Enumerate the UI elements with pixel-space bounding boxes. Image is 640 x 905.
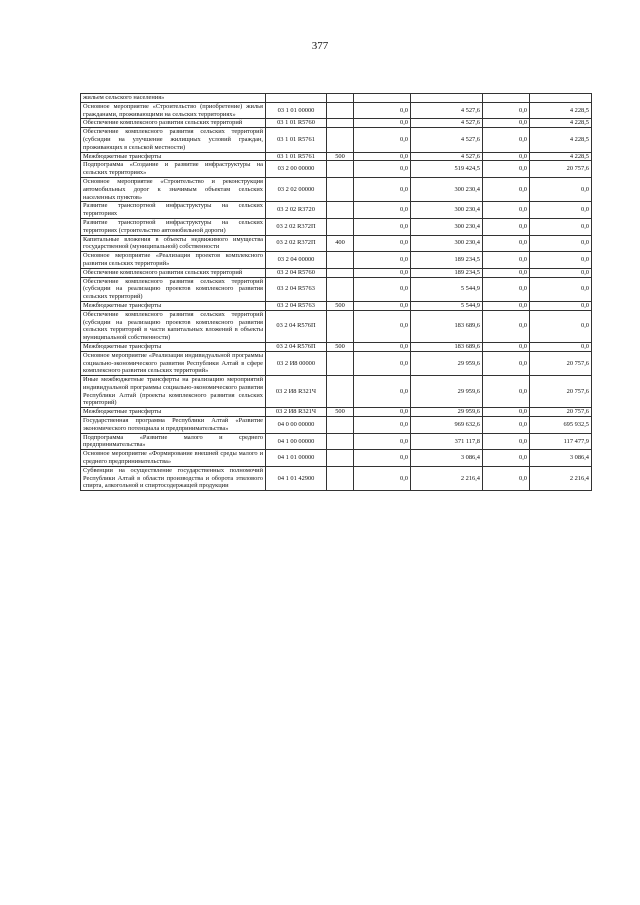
page-number: 377 xyxy=(311,40,329,52)
table-row xyxy=(81,94,592,103)
row-code: 03 1 01 R5761 xyxy=(266,128,327,152)
row-value-1: 0,0 xyxy=(354,252,411,269)
table-row xyxy=(81,161,592,178)
row-expense-type xyxy=(327,177,354,201)
table-row xyxy=(81,310,592,342)
row-value-2: 29 959,6 xyxy=(411,351,483,375)
row-value-4: 695 932,5 xyxy=(530,417,592,434)
row-value-4: 4 228,5 xyxy=(530,152,592,161)
table-row xyxy=(81,152,592,161)
row-value-4: 3 086,4 xyxy=(530,450,592,467)
row-value-4: 4 228,5 xyxy=(530,128,592,152)
row-name: Субвенции на осуществление государственных полномочий Республики Алтай в области производства и оборота этилового спирта, алкогольной и спиртосодержащей продукции xyxy=(81,466,266,490)
row-value-3: 0,0 xyxy=(483,351,530,375)
row-expense-type: 500 xyxy=(327,301,354,310)
row-code: 03 2 04 R5760 xyxy=(266,268,327,277)
budget-table xyxy=(80,93,592,491)
row-name: Иные межбюджетные трансферты на реализацию мероприятий индивидуальной программы социально-экономического развития Республики Алтай (проекты комплексного развития сельских территорий) xyxy=(81,376,266,408)
table-row xyxy=(81,301,592,310)
row-name: Обеспечение комплексного развития сельских территорий xyxy=(81,119,266,128)
row-value-2: 300 230,4 xyxy=(411,218,483,235)
row-value-1: 0,0 xyxy=(354,268,411,277)
row-name: Подпрограмма «Развитие малого и среднего предпринимательства» xyxy=(81,433,266,450)
row-code: 03 2 04 R576П xyxy=(266,310,327,342)
row-value-2: 300 230,4 xyxy=(411,177,483,201)
row-value-4 xyxy=(530,94,592,103)
row-expense-type xyxy=(327,277,354,301)
row-value-2: 300 230,4 xyxy=(411,202,483,219)
table-row xyxy=(81,450,592,467)
row-expense-type xyxy=(327,450,354,467)
row-name: Межбюджетные трансферты xyxy=(81,301,266,310)
row-value-4: 0,0 xyxy=(530,235,592,252)
row-value-3: 0,0 xyxy=(483,218,530,235)
row-code: 04 1 00 00000 xyxy=(266,433,327,450)
row-value-1: 0,0 xyxy=(354,119,411,128)
row-value-2: 969 632,6 xyxy=(411,417,483,434)
row-value-4: 20 757,6 xyxy=(530,376,592,408)
row-name: Основное мероприятие «Реализация проектов комплексного развития сельских территорий» xyxy=(81,252,266,269)
row-value-2: 183 689,6 xyxy=(411,342,483,351)
row-name: Государственная программа Республики Алтай «Развитие экономического потенциала и предпринимательства» xyxy=(81,417,266,434)
row-value-2: 4 527,6 xyxy=(411,119,483,128)
row-value-4: 0,0 xyxy=(530,252,592,269)
row-expense-type xyxy=(327,218,354,235)
row-value-3: 0,0 xyxy=(483,277,530,301)
row-code xyxy=(266,94,327,103)
row-expense-type xyxy=(327,94,354,103)
row-name: Основное мероприятие «Реализация индивидуальной программы социально-экономического развития Республики Алтай в сфере комплексного развития сельских территорий» xyxy=(81,351,266,375)
row-name: Межбюджетные трансферты xyxy=(81,408,266,417)
row-name: Основное мероприятие «Строительство (приобретение) жилья гражданами, проживающими на сельских территориях» xyxy=(81,102,266,119)
table-row xyxy=(81,466,592,490)
table-row xyxy=(81,218,592,235)
row-expense-type xyxy=(327,376,354,408)
row-value-3: 0,0 xyxy=(483,235,530,252)
row-value-2: 2 216,4 xyxy=(411,466,483,490)
row-value-1: 0,0 xyxy=(354,376,411,408)
row-value-3: 0,0 xyxy=(483,376,530,408)
row-value-3: 0,0 xyxy=(483,417,530,434)
table-row xyxy=(81,376,592,408)
row-name: Подпрограмма «Создание и развитие инфраструктуры на сельских территориях» xyxy=(81,161,266,178)
row-value-3: 0,0 xyxy=(483,268,530,277)
row-value-1: 0,0 xyxy=(354,301,411,310)
row-value-3: 0,0 xyxy=(483,466,530,490)
table-row xyxy=(81,268,592,277)
table-row xyxy=(81,417,592,434)
row-value-3: 0,0 xyxy=(483,252,530,269)
row-code: 03 2 И8 00000 xyxy=(266,351,327,375)
row-value-1: 0,0 xyxy=(354,102,411,119)
row-name: Развитие транспортной инфраструктуры на сельских территориях xyxy=(81,202,266,219)
row-value-1: 0,0 xyxy=(354,128,411,152)
row-value-1: 0,0 xyxy=(354,450,411,467)
row-name: Обеспечение комплексного развития сельских территорий (субсидии на реализацию проектов комплексного развития сельских территорий в части капитальных вложений в объекты муниципальной собственности) xyxy=(81,310,266,342)
row-value-4: 0,0 xyxy=(530,202,592,219)
row-value-1 xyxy=(354,94,411,103)
row-value-4: 4 228,5 xyxy=(530,102,592,119)
row-code: 03 2 04 R576П xyxy=(266,342,327,351)
row-name: Основное мероприятие «Формирование внешней среды малого и среднего предпринимательства» xyxy=(81,450,266,467)
row-value-4: 4 228,5 xyxy=(530,119,592,128)
row-value-3: 0,0 xyxy=(483,408,530,417)
row-value-1: 0,0 xyxy=(354,218,411,235)
row-code: 03 2 04 R5763 xyxy=(266,301,327,310)
row-expense-type xyxy=(327,268,354,277)
row-value-1: 0,0 xyxy=(354,152,411,161)
row-value-2: 4 527,6 xyxy=(411,128,483,152)
row-expense-type xyxy=(327,351,354,375)
table-row xyxy=(81,128,592,152)
row-expense-type xyxy=(327,433,354,450)
row-expense-type xyxy=(327,466,354,490)
row-value-4: 2 216,4 xyxy=(530,466,592,490)
row-value-2: 183 689,6 xyxy=(411,310,483,342)
row-value-1: 0,0 xyxy=(354,202,411,219)
row-value-3: 0,0 xyxy=(483,177,530,201)
row-value-2: 519 424,5 xyxy=(411,161,483,178)
row-expense-type xyxy=(327,161,354,178)
row-name: Межбюджетные трансферты xyxy=(81,152,266,161)
row-name: жильем сельского населения» xyxy=(81,94,266,103)
row-code: 03 2 04 R5763 xyxy=(266,277,327,301)
row-value-3: 0,0 xyxy=(483,342,530,351)
table-row xyxy=(81,408,592,417)
row-expense-type xyxy=(327,102,354,119)
row-value-2: 5 544,9 xyxy=(411,301,483,310)
row-expense-type xyxy=(327,202,354,219)
table-row xyxy=(81,252,592,269)
table-row xyxy=(81,342,592,351)
row-code: 04 1 01 00000 xyxy=(266,450,327,467)
row-value-3: 0,0 xyxy=(483,102,530,119)
row-code: 03 2 04 00000 xyxy=(266,252,327,269)
row-value-3 xyxy=(483,94,530,103)
row-value-3: 0,0 xyxy=(483,450,530,467)
row-value-4: 0,0 xyxy=(530,218,592,235)
row-code: 03 2 02 R372П xyxy=(266,218,327,235)
row-value-4: 20 757,6 xyxy=(530,351,592,375)
row-value-4: 0,0 xyxy=(530,310,592,342)
table-row xyxy=(81,235,592,252)
row-name: Обеспечение комплексного развития сельских территорий (субсидии на реализацию проектов комплексного развития сельских территорий) xyxy=(81,277,266,301)
row-value-1: 0,0 xyxy=(354,466,411,490)
row-code: 04 1 01 42900 xyxy=(266,466,327,490)
row-value-2: 3 086,4 xyxy=(411,450,483,467)
row-value-2: 4 527,6 xyxy=(411,102,483,119)
row-code: 03 2 02 R372П xyxy=(266,235,327,252)
row-value-3: 0,0 xyxy=(483,119,530,128)
row-value-2: 4 527,6 xyxy=(411,152,483,161)
row-name: Основное мероприятие «Строительство и реконструкция автомобильных дорог к значимым объектам сельских населенных пунктов» xyxy=(81,177,266,201)
row-value-1: 0,0 xyxy=(354,433,411,450)
row-value-4: 20 757,6 xyxy=(530,161,592,178)
row-value-4: 0,0 xyxy=(530,268,592,277)
table-row xyxy=(81,119,592,128)
row-expense-type: 500 xyxy=(327,342,354,351)
row-code: 04 0 00 00000 xyxy=(266,417,327,434)
row-name: Обеспечение комплексного развития сельских территорий (субсидии на улучшение жилищных условий граждан, проживающих в сельской местности) xyxy=(81,128,266,152)
row-value-2: 189 234,5 xyxy=(411,268,483,277)
row-name: Обеспечение комплексного развития сельских территорий xyxy=(81,268,266,277)
row-value-1: 0,0 xyxy=(354,342,411,351)
row-value-2: 29 959,6 xyxy=(411,408,483,417)
row-expense-type xyxy=(327,119,354,128)
row-expense-type xyxy=(327,252,354,269)
table-row xyxy=(81,102,592,119)
row-code: 03 2 00 00000 xyxy=(266,161,327,178)
row-value-2: 5 544,9 xyxy=(411,277,483,301)
row-value-2: 300 230,4 xyxy=(411,235,483,252)
table-row xyxy=(81,433,592,450)
row-code: 03 2 02 R3720 xyxy=(266,202,327,219)
row-expense-type xyxy=(327,128,354,152)
row-code: 03 1 01 R5761 xyxy=(266,152,327,161)
row-code: 03 2 02 00000 xyxy=(266,177,327,201)
row-code: 03 2 И8 R321Ч xyxy=(266,376,327,408)
row-code: 03 1 01 R5760 xyxy=(266,119,327,128)
row-value-4: 117 477,9 xyxy=(530,433,592,450)
row-value-1: 0,0 xyxy=(354,277,411,301)
row-value-1: 0,0 xyxy=(354,161,411,178)
row-value-2: 189 234,5 xyxy=(411,252,483,269)
row-expense-type: 500 xyxy=(327,408,354,417)
row-name: Развитие транспортной инфраструктуры на сельских территориях (строительство автомобильной дороги) xyxy=(81,218,266,235)
row-value-2 xyxy=(411,94,483,103)
row-value-2: 371 117,8 xyxy=(411,433,483,450)
row-code: 03 2 И8 R321Ч xyxy=(266,408,327,417)
row-value-3: 0,0 xyxy=(483,152,530,161)
row-value-3: 0,0 xyxy=(483,433,530,450)
row-value-3: 0,0 xyxy=(483,161,530,178)
row-value-3: 0,0 xyxy=(483,128,530,152)
table-row xyxy=(81,177,592,201)
row-value-1: 0,0 xyxy=(354,235,411,252)
row-value-4: 0,0 xyxy=(530,277,592,301)
row-value-2: 29 959,6 xyxy=(411,376,483,408)
row-name: Межбюджетные трансферты xyxy=(81,342,266,351)
row-value-1: 0,0 xyxy=(354,351,411,375)
row-value-3: 0,0 xyxy=(483,202,530,219)
row-value-1: 0,0 xyxy=(354,177,411,201)
row-value-4: 20 757,6 xyxy=(530,408,592,417)
row-value-3: 0,0 xyxy=(483,310,530,342)
row-value-3: 0,0 xyxy=(483,301,530,310)
row-expense-type: 400 xyxy=(327,235,354,252)
row-value-4: 0,0 xyxy=(530,342,592,351)
row-value-1: 0,0 xyxy=(354,408,411,417)
row-name: Капитальные вложения в объекты недвижимого имущества государственной (муниципальной) собственности xyxy=(81,235,266,252)
row-expense-type xyxy=(327,310,354,342)
row-expense-type: 500 xyxy=(327,152,354,161)
row-value-1: 0,0 xyxy=(354,310,411,342)
row-value-1: 0,0 xyxy=(354,417,411,434)
table-row xyxy=(81,202,592,219)
table-row xyxy=(81,351,592,375)
row-value-4: 0,0 xyxy=(530,177,592,201)
row-code: 03 1 01 00000 xyxy=(266,102,327,119)
row-value-4: 0,0 xyxy=(530,301,592,310)
row-expense-type xyxy=(327,417,354,434)
table-row xyxy=(81,277,592,301)
